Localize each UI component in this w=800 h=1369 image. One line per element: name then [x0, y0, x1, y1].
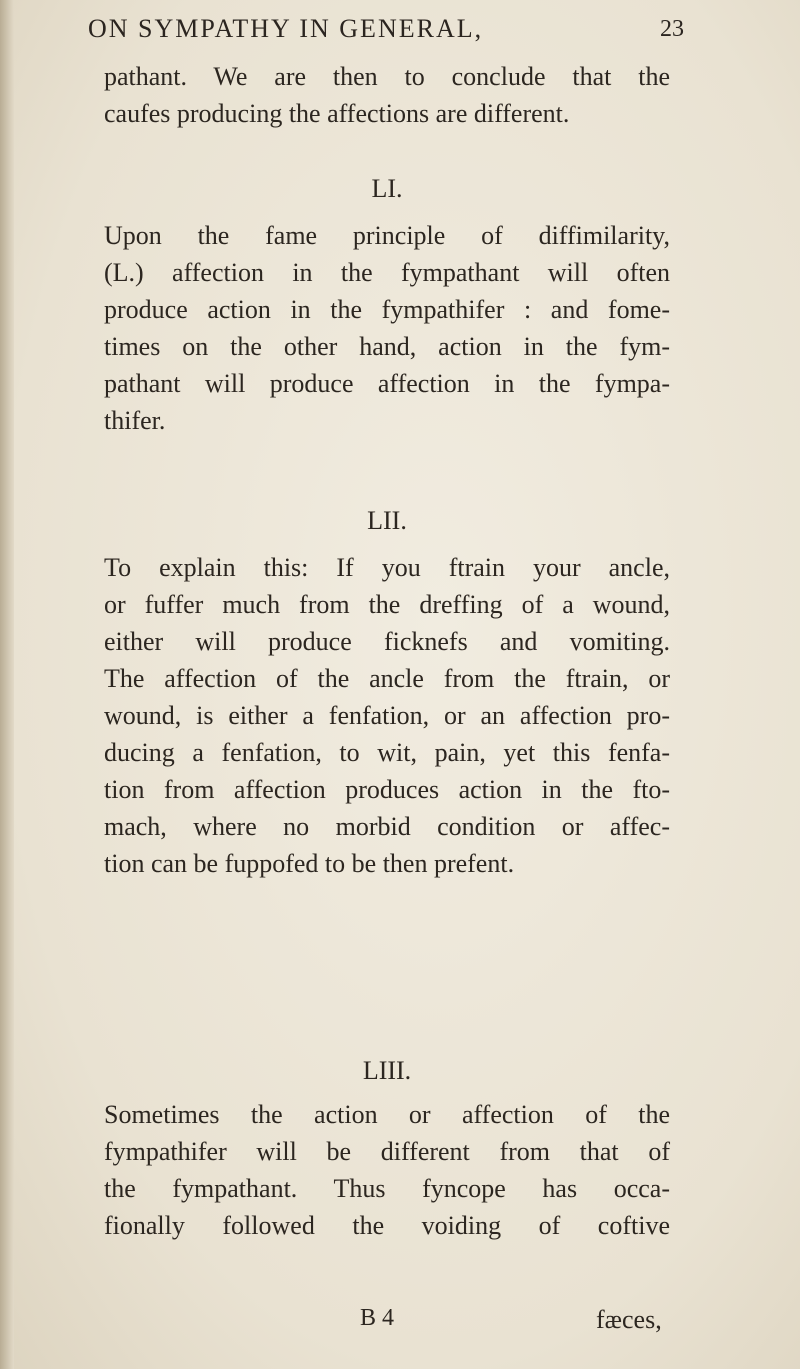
text-line: Sometimes the action or affection of the — [104, 1100, 670, 1129]
text-line: thifer. — [104, 406, 166, 435]
text-line: fympathifer will be different from that of — [104, 1137, 670, 1166]
text-line: fionally followed the voiding of coftive — [104, 1211, 670, 1240]
section-heading-LIII: LIII. — [362, 1056, 412, 1085]
text-line: either will produce ficknefs and vomiting. — [104, 627, 670, 656]
text-line: (L.) affection in the fympathant will often — [104, 258, 670, 287]
catchword: fæces, — [596, 1305, 662, 1334]
text-line: Upon the fame principle of diffimilarity, — [104, 221, 670, 250]
page-gutter-shadow — [0, 0, 14, 1369]
text-line: mach, where no morbid condition or affec- — [104, 812, 670, 841]
text-line: pathant will produce affection in the fympa- — [104, 369, 670, 398]
text-line: To explain this: If you ftrain your ancle, — [104, 553, 670, 582]
text-line: wound, is either a fenfation, or an affection pro- — [104, 701, 670, 730]
section-heading-LII: LII. — [367, 506, 407, 535]
paragraph-LII — [104, 549, 670, 882]
text-line: times on the other hand, action in the fym- — [104, 332, 670, 361]
paragraph-LIII — [104, 1096, 670, 1244]
text-line: ducing a fenfation, to wit, pain, yet this fenfa- — [104, 738, 670, 767]
text-line: produce action in the fympathifer : and fome- — [104, 295, 670, 324]
text-line: the fympathant. Thus fyncope has occa- — [104, 1174, 670, 1203]
text-line: or fuffer much from the dreffing of a wound, — [104, 590, 670, 619]
running-head: ON SYMPATHY IN GENERAL, — [88, 14, 484, 43]
text-line: tion can be fuppofed to be then prefent. — [104, 849, 515, 878]
signature-mark: B 4 — [360, 1305, 395, 1331]
paragraph-LI — [104, 217, 670, 439]
text-line: tion from affection produces action in the fto- — [104, 775, 670, 804]
paragraph-continuation — [104, 58, 670, 132]
section-heading-LI: LI. — [371, 174, 403, 203]
text-line: The affection of the ancle from the ftrain, or — [104, 664, 670, 693]
text-line: caufes producing the affections are different. — [104, 99, 570, 128]
page-number: 23 — [660, 16, 684, 42]
text-line: pathant. We are then to conclude that the — [104, 62, 670, 91]
